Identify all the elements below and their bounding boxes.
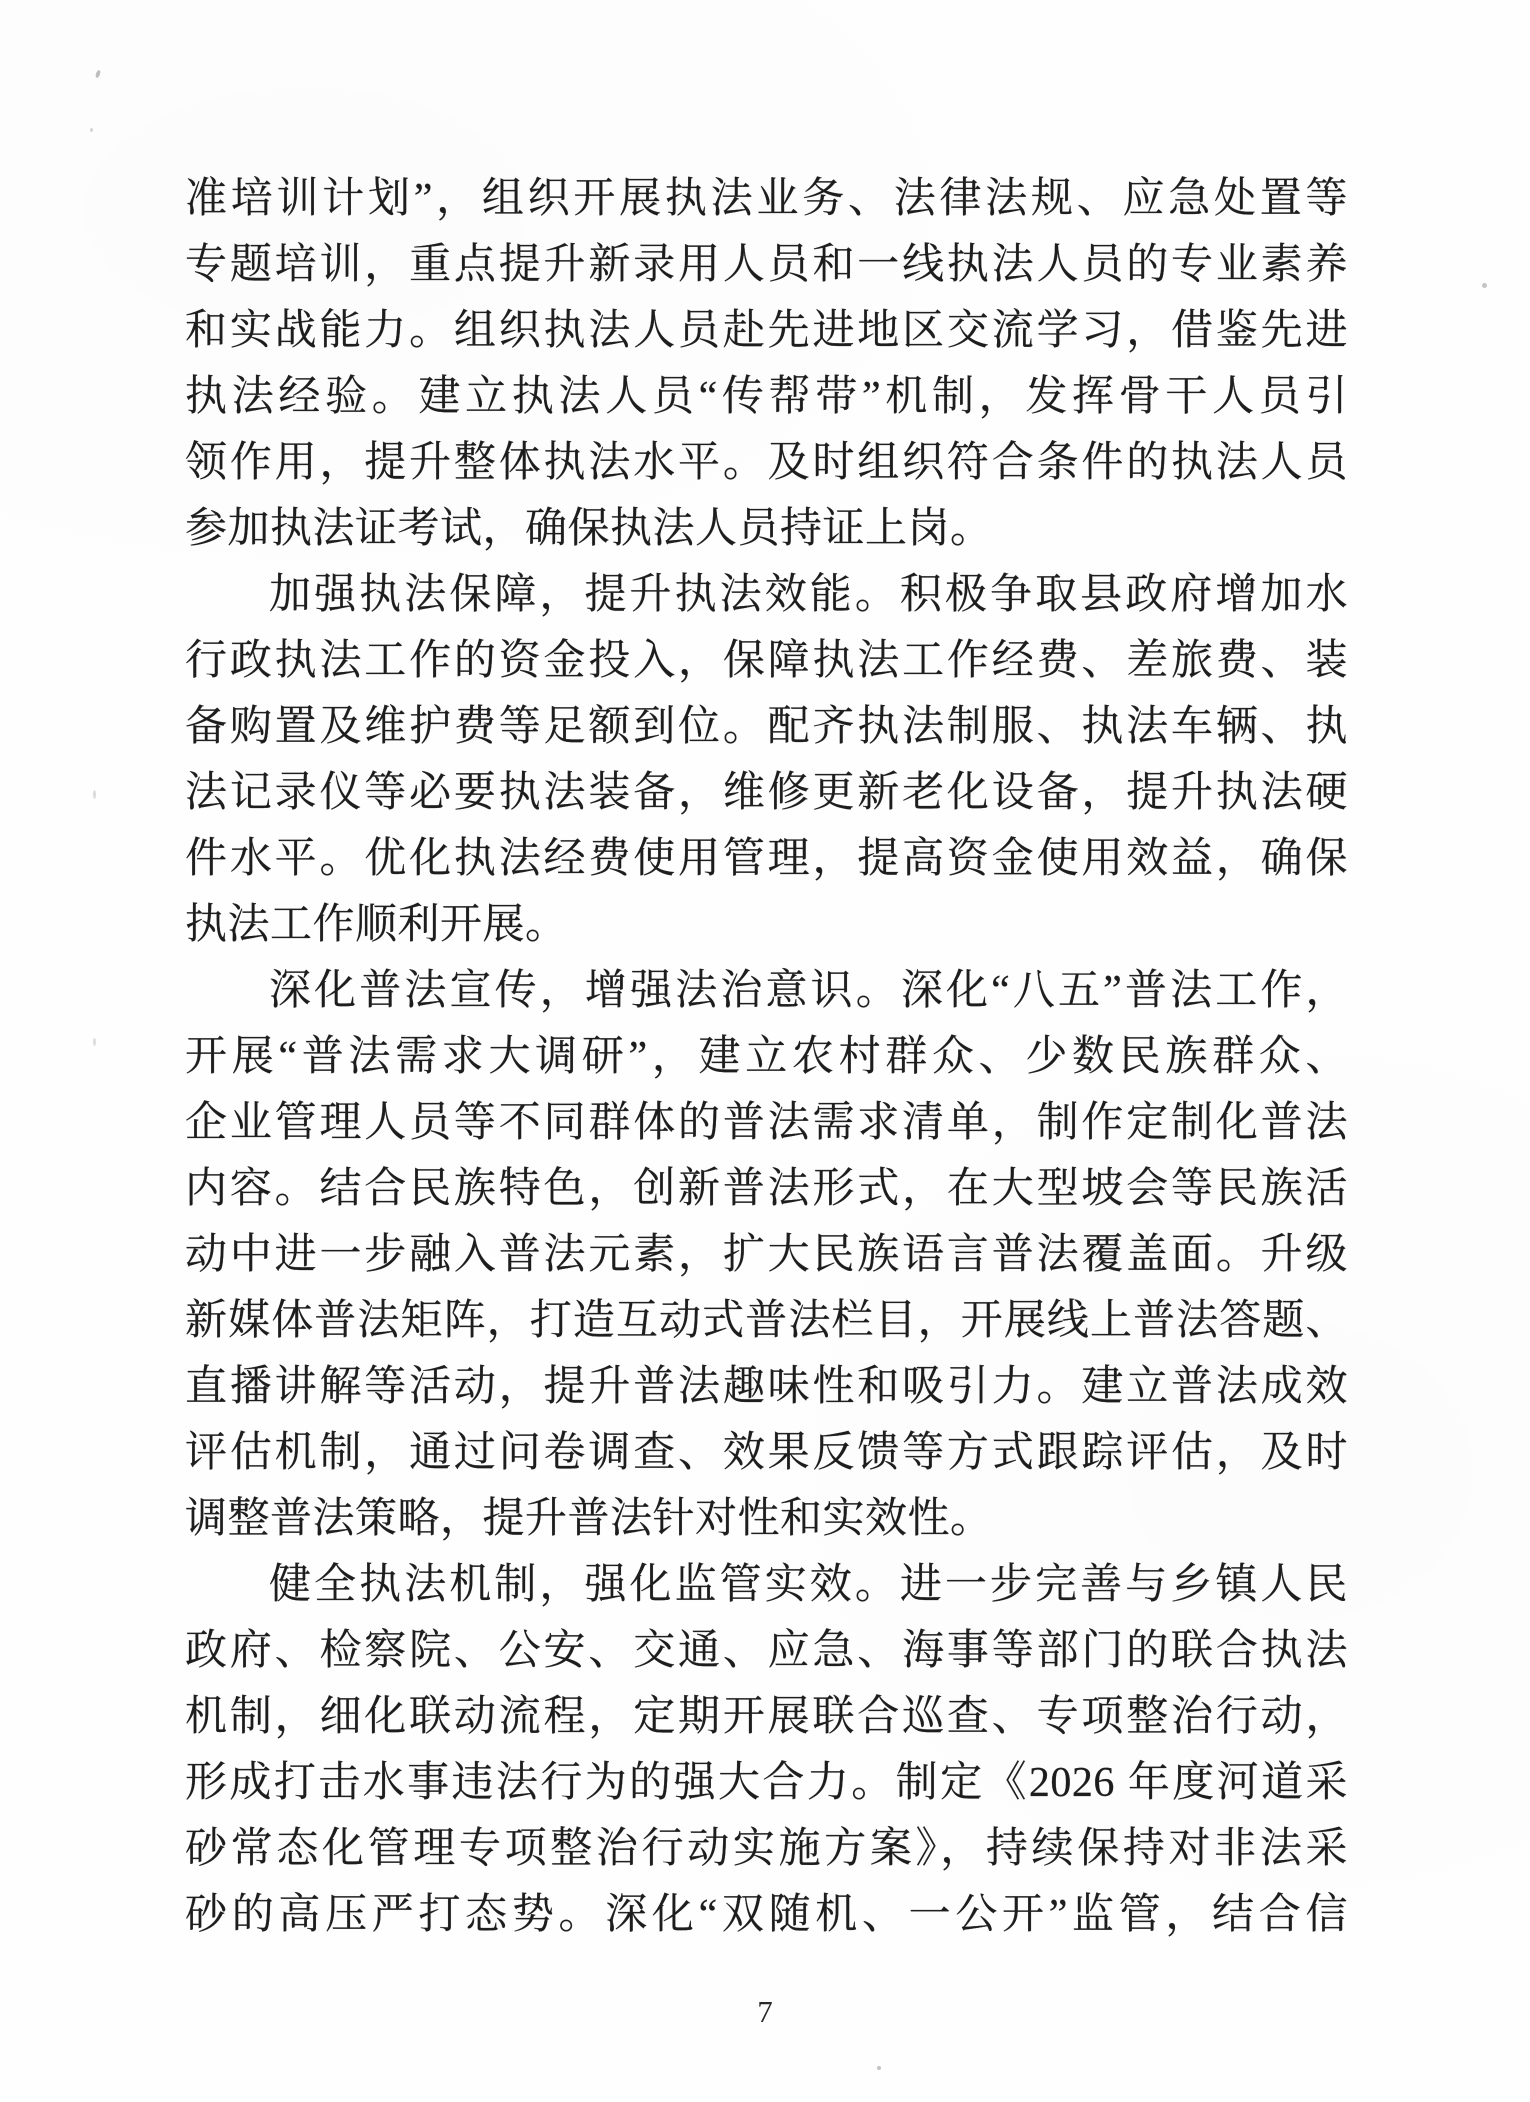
text-line: 专题培训，重点提升新录用人员和一线执法人员的专业素养 — [185, 242, 1348, 288]
scan-speck — [93, 790, 96, 799]
text-line: 行政执法工作的资金投入，保障执法工作经费、差旅费、装 — [185, 638, 1348, 684]
text-line: 企业管理人员等不同群体的普法需求清单，制作定制化普法 — [185, 1100, 1348, 1146]
scan-speck — [877, 2066, 881, 2070]
scan-speck — [95, 70, 101, 79]
text-line: 执法工作顺利开展。 — [185, 902, 568, 948]
text-line: 开展“普法需求大调研”，建立农村群众、少数民族群众、 — [185, 1034, 1348, 1080]
text-line: 调整普法策略，提升普法针对性和实效性。 — [185, 1496, 993, 1542]
text-line: 新媒体普法矩阵，打造互动式普法栏目，开展线上普法答题、 — [185, 1298, 1348, 1344]
text-line: 内容。结合民族特色，创新普法形式，在大型坡会等民族活 — [185, 1166, 1348, 1212]
text-line: 备购置及维护费等足额到位。配齐执法制服、执法车辆、执 — [185, 704, 1348, 750]
document-body — [185, 166, 1348, 1948]
text-line: 直播讲解等活动，提升普法趣味性和吸引力。建立普法成效 — [185, 1364, 1348, 1410]
scan-speck — [93, 1038, 96, 1046]
text-line: 领作用，提升整体执法水平。及时组织符合条件的执法人员 — [185, 440, 1348, 486]
text-line: 动中进一步融入普法元素，扩大民族语言普法覆盖面。升级 — [185, 1232, 1348, 1278]
text-line: 准培训计划”，组织开展执法业务、法律法规、应急处置等 — [185, 176, 1348, 222]
text-line: 加强执法保障，提升执法效能。积极争取县政府增加水 — [269, 572, 1348, 618]
page-number: 7 — [757, 1994, 773, 2029]
scan-speck — [1482, 283, 1487, 288]
text-line: 参加执法证考试，确保执法人员持证上岗。 — [185, 506, 993, 552]
text-line: 砂常态化管理专项整治行动实施方案》，持续保持对非法采 — [185, 1826, 1348, 1872]
text-line: 砂的高压严打态势。深化“双随机、一公开”监管，结合信 — [185, 1892, 1348, 1938]
text-line: 深化普法宣传，增强法治意识。深化“八五”普法工作， — [269, 968, 1348, 1014]
text-line: 和实战能力。组织执法人员赴先进地区交流学习，借鉴先进 — [185, 308, 1348, 354]
text-line: 法记录仪等必要执法装备，维修更新老化设备，提升执法硬 — [185, 770, 1348, 816]
text-line: 形成打击水事违法行为的强大合力。制定《2026 年度河道采 — [185, 1760, 1348, 1806]
text-line: 机制，细化联动流程，定期开展联合巡查、专项整治行动， — [185, 1694, 1348, 1740]
text-line: 评估机制，通过问卷调查、效果反馈等方式跟踪评估，及时 — [185, 1430, 1348, 1476]
scan-speck — [90, 128, 93, 132]
text-line: 政府、检察院、公安、交通、应急、海事等部门的联合执法 — [185, 1628, 1348, 1674]
text-line: 健全执法机制，强化监管实效。进一步完善与乡镇人民 — [269, 1562, 1348, 1608]
text-line: 执法经验。建立执法人员“传帮带”机制，发挥骨干人员引 — [185, 374, 1348, 420]
text-line: 件水平。优化执法经费使用管理，提高资金使用效益，确保 — [185, 836, 1348, 882]
